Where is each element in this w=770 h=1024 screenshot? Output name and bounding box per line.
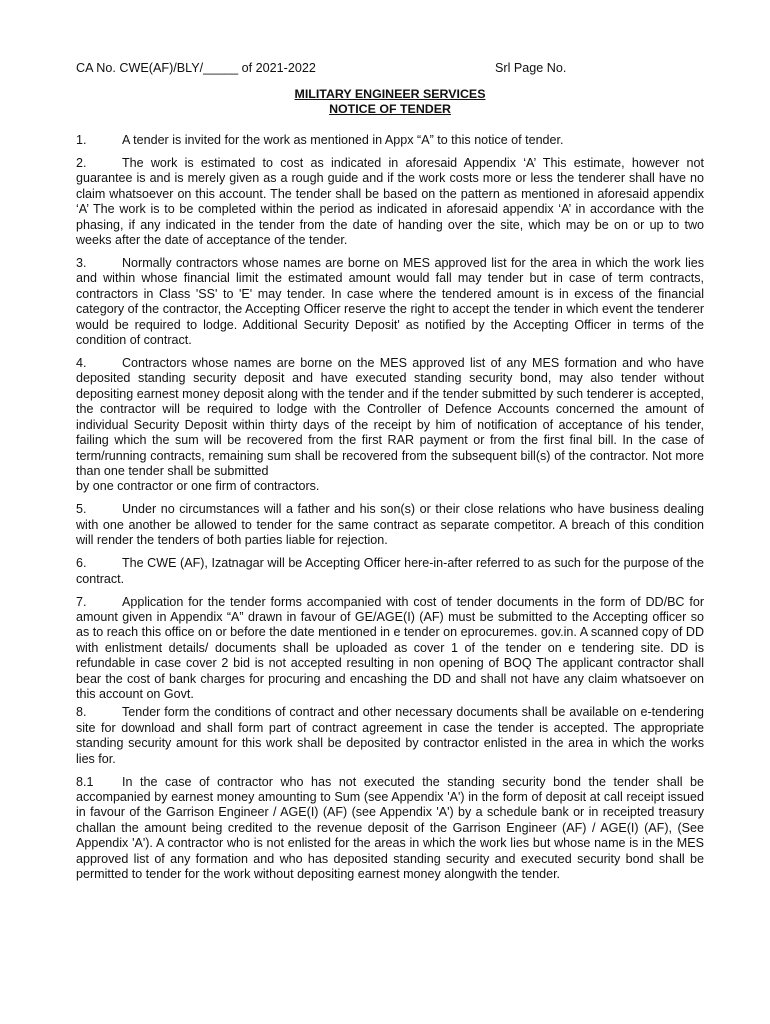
paragraph-text: A tender is invited for the work as mentioned in Appx “A” to this notice of tender. <box>122 133 564 147</box>
paragraph-number: 7. <box>76 594 87 609</box>
paragraph-text: In the case of contractor who has not executed the standing security bond the tender shall be accompanied by earnest money amounting to Sum (see Appendix 'A') in the form of deposit at call receipt issued in favour of the Garrison Engineer / AGE(I) (AF) (see Appendix 'A') by a schedule bank or in receipted treasury challan the amount being credited to the revenue deposit of the Garrison Engineer (AF) / AGE(I) (AF), (See Appendix 'A'). A contractor who is not enlisted for the areas in which the work lies but whose name is in the MES approved list of any formation and who has deposited standing security and executed security bond shall be permitted to tender for the work without depositing earnest money alongwith the tender. <box>76 774 704 882</box>
paragraph-text: Under no circumstances will a father and his son(s) or their close relations who have business dealing with one another be allowed to tender for the same contract as separate competitor. A breach of this condition will render the tenders of both parties liable for rejection. <box>76 502 704 548</box>
document-title <box>76 87 704 117</box>
paragraph-number: 8.1 <box>76 774 94 789</box>
paragraph-number: 6. <box>76 556 87 571</box>
paragraph-text: Contractors whose names are borne on the MES approved list of any MES formation and who have deposited standing security deposit and have executed standing security bond, may also tender without depositing earnest money deposit along with the tender and if the tender submitted by such tenderer is accepted, the contractor will be required to lodge with the Controller of Defence Accounts concerned the amount of individual Security Deposit within thirty days of the receipt by him of notification of acceptance of his tender, failing which the sum will be recovered from the first RAR payment or from the first final bill. In the case of term/running contracts, remaining sum shall be recovered from the subsequent bill(s) of the contractor. Not more than one tender shall be submitted <box>76 356 704 478</box>
paragraph-number: 5. <box>76 502 87 517</box>
paragraph-7 <box>76 595 704 703</box>
paragraph-number: 4. <box>76 356 87 371</box>
paragraph-text: Tender form the conditions of contract and other necessary documents shall be available on e-tendering site for download and shall form part of contract agreement in case the tender is accepted. The appropriate standing security amount for this work shall be deposited by contractor enlisted in the area in which the works lies for. <box>76 705 704 766</box>
paragraph-continuation: by one contractor or one firm of contractors. <box>76 479 320 494</box>
paragraph-text: The CWE (AF), Izatnagar will be Accepting Officer here-in-after referred to as such for the purpose of the contract. <box>76 556 704 586</box>
paragraph-1 <box>76 133 704 148</box>
paragraph-text: Normally contractors whose names are borne on MES approved list for the area in which the work lies and within whose financial limit the estimated amount would fall may tender but in case of term contracts, contractors in Class 'SS' to 'E' may tender. In case where the tendered amount is in excess of the financial category of the contractor, the Accepting Officer reserve the right to accept the tender in which event the tenderer would be required to lodge. Additional Security Deposit' as notified by the Accepting Officer in terms of the condition of contract. <box>76 256 704 348</box>
paragraph-5 <box>76 502 704 548</box>
serial-page-number: Srl Page No. <box>495 61 567 75</box>
paragraph-4 <box>76 356 704 495</box>
paragraph-3 <box>76 256 704 348</box>
paragraph-6 <box>76 556 704 587</box>
paragraph-2 <box>76 156 704 248</box>
paragraph-8-1 <box>76 775 704 883</box>
paragraph-text: The work is estimated to cost as indicated in aforesaid Appendix ‘A’ This estimate, however not guarantee is and is merely given as a rough guide and if the work costs more or less the tenderer shall have no claim whatsoever on this account. The tender shall be based on the pattern as mentioned in aforesaid appendix ‘A’ The work is to be completed within the period as indicated in aforesaid appendix ‘A’ in accordance with the phasing, if any indicated in the tender from the date of handing over the site, which may be on or up to two weeks after the date of acceptance of the tender. <box>76 156 704 248</box>
contract-number: CA No. CWE(AF)/BLY/_____ of 2021-2022 <box>76 61 316 75</box>
paragraph-8 <box>76 705 704 767</box>
paragraph-number: 8. <box>76 705 87 720</box>
paragraph-text: Application for the tender forms accompanied with cost of tender documents in the form of DD/BC for amount given in Appendix “A” drawn in favour of GE/AGE(I) (AF) must be submitted to the Accepting officer so as to reach this office on or before the date mentioned in e tender on eprocuremes. gov.in. A scanned copy of DD with enlistment details/ documents shall be uploaded as cover 1 of the tender on e tendering site. DD is refundable in case cover 2 bid is not accepted resulting in non opening of BOQ The applicant contractor shall bear the cost of bank charges for procuring and encashing the DD and shall not have any claim whatsoever on this account on Govt. <box>76 594 704 701</box>
paragraph-number: 1. <box>76 133 87 147</box>
paragraph-number: 3. <box>76 256 87 271</box>
paragraph-number: 2. <box>76 156 87 170</box>
title-line-1: MILITARY ENGINEER SERVICES <box>294 87 486 101</box>
title-line-2: NOTICE OF TENDER <box>329 102 451 116</box>
document-body <box>76 133 704 890</box>
